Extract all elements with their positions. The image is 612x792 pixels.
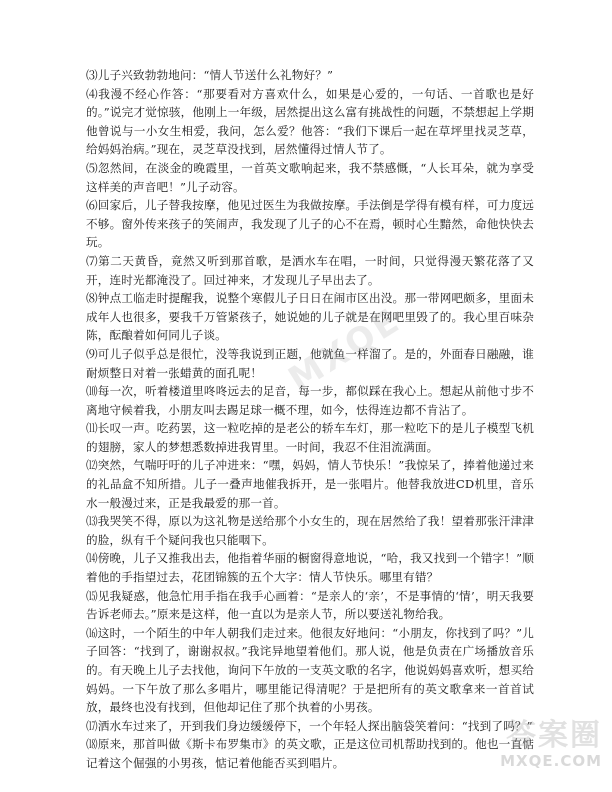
paragraph-13: ⒀我哭笑不得，原以为这礼物是送给那个小女生的，现在居然给了我！望着那张汗津津的脸，纵有千个疑问我也只能咽下。	[86, 514, 534, 547]
paragraph-10: ⑽每一次，听着楼道里咚咚远去的足音，每一步，都似踩在我心上。想起从前他寸步不离地守候着我，小朋友叫去踢足球一概不理，如今，怯得连边都不肯沾了。	[86, 384, 534, 417]
paragraph-4: ⑷我漫不经心作答：“那要看对方喜欢什么，如果是心爱的，一句话、一首歌也是好的。”说完才觉惊骇，他刚上一年级，居然提出这么富有挑战性的问题，不禁想起上学期他曾说与一小女生相爱，我问，怎么爱？他答：“我们下课后一起在草坪里找灵芝草，给妈妈治病。”现在，灵芝草没找到，居然懂得过情人节了。	[86, 86, 534, 157]
paragraph-3: ⑶儿子兴致勃勃地问：“情人节送什么礼物好？”	[86, 68, 334, 82]
paragraph-17: ⒄洒水车过来了，开到我们身边缓缓停下，一个年轻人探出脑袋笑着问：“找到了吗？”	[86, 718, 533, 733]
paragraph-5: ⑸忽然间，在淡金的晚霞里，一首英文歌响起来，我不禁感慨，“人长耳朵，就为享受这样美的声音吧！”儿子动容。	[86, 160, 534, 194]
paragraph-15: ⒂见我疑惑，他急忙用手指在我手心画着：“是亲人的‘亲’，不是事情的‘情’，明天我要告诉老师去。”原来是这样，他一直以为是亲人节，所以要送礼物给我。	[86, 588, 534, 622]
paragraph-12: ⑿突然，气喘吁吁的儿子冲进来：“嘿，妈妈，情人节快乐！”我惊呆了，捧着他递过来的礼品盒不知所措。儿子一叠声地催我拆开，是一张唱片。他替我放进CD机里，音乐水一般漫过来，正是我最爱的那一首。	[86, 458, 534, 510]
paragraph-7: ⑺第二天黄昏，竟然又听到那首歌，是洒水车在唱，一时间，只觉得漫天繁花落了又开，连时光都淹没了。回过神来，才发现儿子早出去了。	[86, 253, 534, 287]
paragraph-8: ⑻钟点工临走时提醒我，说整个寒假儿子日日在闹市区出没。那一带网吧颇多，里面未成年人也很多，要我千万管紧孩子，她说她的儿子就是在网吧里毁了的。我心里百味杂陈，酝酿着如何同儿子谈。	[86, 291, 534, 343]
paragraph-11: ⑾长叹一声。吃药罢，这一粒吃掉的是老公的轿车车灯，那一粒吃下的是儿子模型飞机的翅膀，家人的梦想悉数掉进我胃里。一时间，我忍不住泪流满面。	[86, 421, 534, 454]
paragraph-9: ⑼可儿子似乎总是很忙，没等我说到正题，他就鱼一样溜了。是的，外面春日融融，谁耐烦整日对着一张蜡黄的面孔呢！	[86, 346, 534, 380]
watermark-url: MXQE.COM	[500, 752, 602, 770]
paragraph-16: ⒃这时，一个陌生的中年人朝我们走过来。他很友好地问：“小朋友，你找到了吗？”儿子回答：“找到了，谢谢叔叔。”我诧异地望着他们。那人说，他是负责在广场播放音乐的。有天晚上儿子去找他，询问下午放的一支英文歌的名字，他说妈妈喜欢听，想买给妈妈。一下午放了那么多唱片，哪里能记得清呢？于是把所有的英文歌拿来一首首试放，最终也没有找到，但他却记住了那个执着的小男孩。	[86, 625, 534, 715]
paragraph-6: ⑹回家后，儿子替我按摩，他见过医生为我做按摩。手法倒是学得有模有样，可力度远不够。窗外传来孩子的笑闹声，我发现了儿子的心不在焉，顿时心生黯然，命他快快去玩。	[86, 198, 534, 250]
watermark-logo: 答案圈	[506, 718, 602, 753]
article-body	[86, 66, 534, 773]
center-watermark: MXQE	[281, 300, 409, 400]
paragraph-14: ⒁傍晚，儿子又推我出去，他指着华丽的橱窗得意地说，“哈，我又找到一个错字！”顺着他的手指望过去，花团锦簇的五个大字：情人节快乐。哪里有错？	[86, 551, 534, 585]
paragraph-18: ⒅原来，那首叫做《斯卡布罗集市》的英文歌，正是这位司机帮助找到的。他也一直惦记着这个倔强的小男孩，惦记着他能否买到唱片。	[86, 737, 534, 770]
